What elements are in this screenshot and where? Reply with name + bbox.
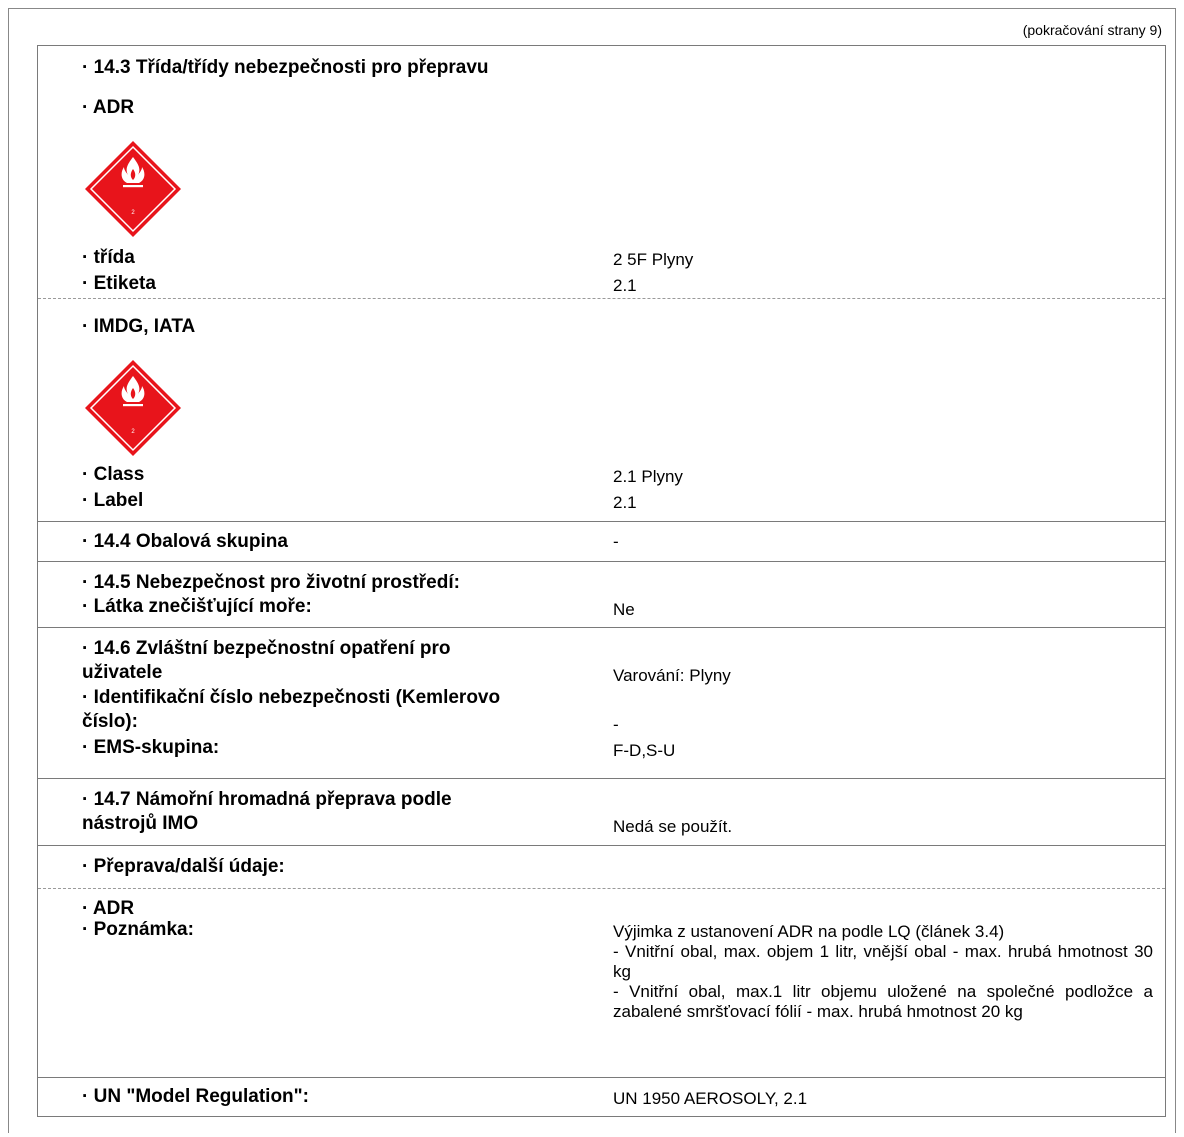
section-14-6-heading: · 14.6 Zvláštní bezpečnostní opatření pro: [82, 638, 451, 659]
note-label: · Poznámka:: [82, 919, 194, 940]
adr-class-label: · třída: [82, 247, 135, 268]
imdg-label-value: 2.1: [613, 493, 637, 512]
section-14-4-value: -: [613, 532, 619, 551]
adr-note-heading: · ADR: [82, 898, 135, 919]
un-model-label: · UN "Model Regulation":: [82, 1086, 309, 1107]
transport-table: [37, 45, 1166, 1117]
kemler-label-cont: číslo):: [82, 711, 138, 732]
section-14-5-heading: · 14.5 Nebezpečnost pro životní prostředí:: [82, 572, 460, 593]
adr-class-value: 2 5F Plyny: [613, 250, 694, 269]
adr-heading: · ADR: [82, 97, 135, 118]
imdg-label-label: · Label: [82, 490, 144, 511]
imdg-label-row: [38, 490, 637, 514]
imdg-class-label: · Class: [82, 464, 145, 485]
imdg-class-value: 2.1 Plyny: [613, 467, 683, 486]
adr-label-label: · Etiketa: [82, 273, 156, 294]
flammable-gas-placard-icon-2: [83, 358, 183, 458]
continuation-note: (pokračování strany 9): [1022, 22, 1162, 38]
note-text-block: [613, 922, 1153, 1022]
section-14-4: [38, 522, 1165, 562]
ems-value: F-D,S-U: [613, 741, 676, 760]
section-14-6: [38, 628, 1165, 779]
section-14-7-heading-cont: nástrojů IMO: [82, 813, 199, 834]
section-un-model: [38, 1078, 1165, 1116]
section-14-4-label: · 14.4 Obalová skupina: [82, 531, 288, 552]
kemler-label: · Identifikační číslo nebezpečnosti (Kemlerovo: [82, 687, 501, 708]
section-14-6-heading-cont: uživatele: [82, 662, 163, 683]
section-14-6-value: Varování: Plyny: [613, 666, 731, 685]
section-14-7-heading: · 14.7 Námořní hromadná přeprava podle: [82, 789, 452, 810]
adr-class-row: [38, 247, 693, 271]
placard-class-number: 2: [131, 210, 135, 216]
marine-pollutant-label: · Látka znečišťující moře:: [82, 596, 312, 617]
note-para-1: - Vnitřní obal, max. objem 1 litr, vnější obal - max. hrubá hmotnost 30 kg: [613, 942, 1153, 981]
section-14-5: [38, 562, 1165, 628]
kemler-value: -: [613, 715, 619, 734]
ems-label: · EMS-skupina:: [82, 737, 220, 758]
note-line-1: Výjimka z ustanovení ADR na podle LQ (článek 3.4): [613, 922, 1005, 941]
section-14-7: [38, 779, 1165, 846]
section-14-3-adr: [38, 46, 1165, 299]
un-model-value: UN 1950 AEROSOLY, 2.1: [613, 1089, 808, 1108]
section-14-3-imdg: [38, 299, 1165, 522]
other-heading: · Přeprava/další údaje:: [82, 856, 285, 877]
adr-label-row: [38, 273, 637, 297]
placard-class-number-2: 2: [131, 429, 135, 435]
imdg-class-row: [38, 464, 683, 488]
flammable-gas-placard-icon: [83, 139, 183, 239]
section-adr-note: [38, 889, 1165, 1078]
note-para-2: - Vnitřní obal, max.1 litr objemu uložené na společné podložce a zabalené smršťovací fólií - max. hrubá hmotnost 20 kg: [613, 982, 1153, 1021]
marine-pollutant-value: Ne: [613, 600, 635, 619]
imdg-heading: · IMDG, IATA: [82, 316, 196, 337]
section-other: [38, 846, 1165, 889]
section-14-3-heading: · 14.3 Třída/třídy nebezpečnosti pro přepravu: [82, 57, 489, 78]
adr-label-value: 2.1: [613, 276, 637, 295]
section-14-7-value: Nedá se použít.: [613, 817, 733, 836]
